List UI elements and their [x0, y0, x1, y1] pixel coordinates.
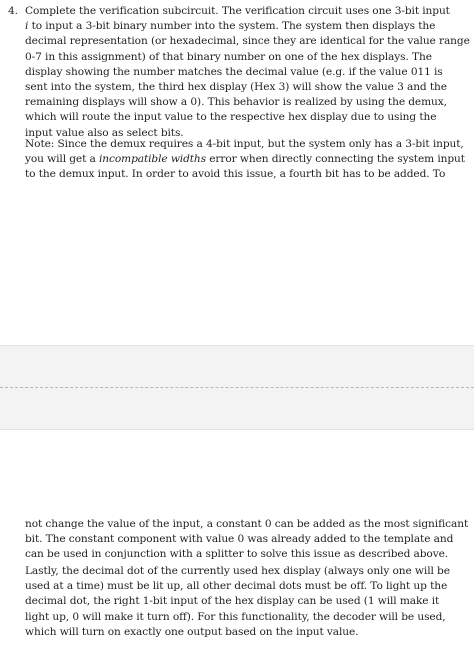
paragraph-line: light up, 0 will make it turn off). For this functionality, the decoder will be used, — [25, 610, 446, 623]
paragraph-body — [8, 19, 470, 141]
page-gap-edge-top — [0, 345, 474, 346]
paragraph-line — [25, 152, 465, 167]
incompatible-widths-term: incompatible widths — [99, 153, 206, 166]
paragraph-line-text: Complete the verification subcircuit. The verification circuit uses one 3-bit input — [25, 5, 450, 17]
paragraph-line: decimal representation (or hexadecimal, since they are identical for the value range — [25, 35, 470, 48]
paragraph-line-text: you will get a — [25, 153, 100, 166]
variable-i: i — [25, 20, 29, 33]
page-break-divider — [0, 387, 474, 388]
paragraph-line: which will turn on exactly one output based on the input value. — [25, 625, 359, 638]
paragraph-line — [25, 19, 436, 34]
note-continuation-paragraph — [25, 517, 469, 563]
paragraph-line: remaining displays will show a 0). This behavior is realized by using the demux, — [25, 96, 447, 109]
question-4-paragraph — [8, 4, 470, 141]
paragraph-line: used at a time) must be lit up, all other decimal dots must be off. To light up the — [25, 580, 448, 593]
question-number: 4. — [8, 5, 18, 17]
paragraph-line: to the demux input. In order to avoid this issue, a fourth bit has to be added. To — [25, 168, 446, 181]
paragraph-line-text: to input a 3-bit binary number into the system. The system then displays the — [28, 20, 436, 33]
paragraph-line: display showing the number matches the decimal value (e.g. if the value 011 is — [25, 65, 443, 78]
paragraph-line: decimal dot, the right 1-bit input of the hex display can be used (1 will make it — [25, 595, 440, 608]
paragraph-line — [8, 4, 450, 19]
paragraph-line: Note: Since the demux requires a 4-bit input, but the system only has a 3-bit input, — [25, 138, 464, 150]
paragraph-line: which will route the input value to the respective hex display due to using the — [25, 111, 437, 124]
paragraph-line: bit. The constant component with value 0 was already added to the template and — [25, 533, 454, 546]
decimal-dot-paragraph — [25, 564, 450, 640]
paragraph-line: sent into the system, the third hex display (Hex 3) will show the value 3 and the — [25, 81, 447, 94]
paragraph-line: input value also as select bits. — [25, 126, 184, 139]
paragraph-line: Lastly, the decimal dot of the currently used hex display (always only one will be — [25, 565, 450, 577]
paragraph-line-text: error when directly connecting the system input — [206, 153, 465, 166]
paragraph-line: 0-7 in this assignment) of that binary number on one of the hex displays. The — [25, 50, 432, 63]
note-paragraph — [25, 137, 465, 183]
paragraph-line: can be used in conjunction with a splitter to solve this issue as described above. — [25, 548, 449, 561]
paragraph-line: not change the value of the input, a constant 0 can be added as the most significant — [25, 518, 469, 530]
